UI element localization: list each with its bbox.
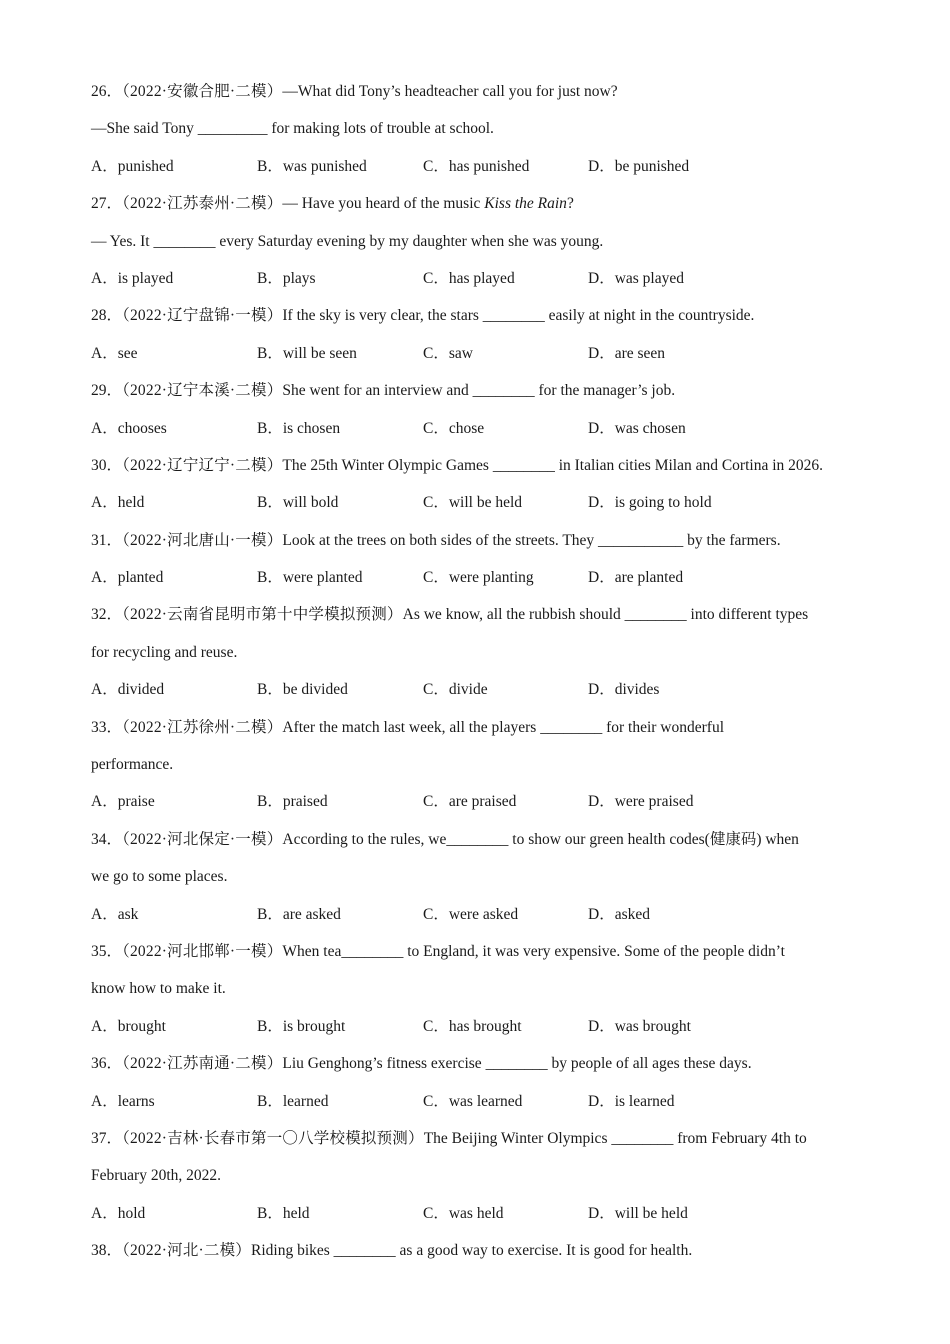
option-d[interactable]: D．be punished [588, 157, 690, 175]
question-stem-continued [91, 1162, 881, 1199]
question-text: As we know, all the rubbish should ________ into different types [402, 606, 809, 624]
option-a[interactable]: A．praise [91, 793, 155, 811]
option-b[interactable]: B．plays [257, 269, 316, 287]
answer-options [91, 265, 881, 302]
question-stem [91, 377, 881, 414]
question-38 [91, 1237, 881, 1274]
question-text: — Yes. It ________ every Saturday evening by my daughter when she was young. [91, 232, 604, 250]
option-d[interactable]: D．will be held [588, 1204, 688, 1222]
option-d[interactable]: D．is learned [588, 1092, 675, 1110]
question-text: The 25th Winter Olympic Games ________ in Italian cities Milan and Cortina in 2026. [282, 456, 824, 474]
option-c[interactable]: C．divide [423, 681, 488, 699]
question-source: （2022·安徽合肥·二模） [122, 83, 283, 100]
question-text: — Have you heard of the music [282, 195, 485, 213]
question-31 [91, 527, 881, 602]
question-text: for recycling and reuse. [91, 643, 238, 661]
option-d[interactable]: D．was chosen [588, 419, 686, 437]
option-b[interactable]: B．held [257, 1204, 310, 1222]
question-stem-continued [91, 228, 881, 265]
question-text: According to the rules, we________ to show our green health codes(健康码) when [282, 830, 799, 848]
option-a[interactable]: A．chooses [91, 419, 167, 437]
option-a[interactable]: A．ask [91, 905, 139, 923]
question-number: 29． [91, 382, 123, 400]
question-source: （2022·吉林·长春市第一〇八学校模拟预测） [122, 1129, 424, 1147]
question-number: 27． [91, 195, 123, 213]
question-stem-continued [91, 639, 881, 676]
question-number: 34． [91, 830, 123, 848]
question-source: （2022·河北唐山·一模） [122, 531, 283, 549]
option-d[interactable]: D．is going to hold [588, 494, 712, 512]
question-26 [91, 78, 881, 190]
question-number: 35． [91, 942, 123, 960]
option-b[interactable]: B．will be seen [257, 344, 357, 362]
music-title: Kiss the Rain [484, 195, 567, 213]
option-a[interactable]: A．brought [91, 1017, 166, 1035]
question-34 [91, 826, 881, 938]
question-stem [91, 1125, 881, 1162]
question-stem-continued [91, 863, 881, 900]
question-text: If the sky is very clear, the stars ________ easily at night in the countryside. [282, 307, 755, 325]
option-c[interactable]: C．were asked [423, 905, 519, 923]
answer-options [91, 1200, 881, 1237]
question-text: know how to make it. [91, 980, 226, 998]
question-source: （2022·河北邯郸·一模） [122, 942, 283, 960]
question-text: performance. [91, 756, 174, 774]
question-number: 28． [91, 307, 123, 325]
option-b[interactable]: B．were planted [257, 569, 363, 587]
answer-options [91, 489, 881, 526]
option-c[interactable]: C．were planting [423, 569, 534, 587]
option-b[interactable]: B．are asked [257, 905, 341, 923]
question-source: （2022·河北保定·一模） [122, 830, 283, 848]
question-stem [91, 190, 881, 227]
answer-options [91, 340, 881, 377]
answer-options [91, 415, 881, 452]
option-c[interactable]: C．are praised [423, 793, 517, 811]
question-number: 37． [91, 1129, 123, 1147]
question-number: 26． [91, 83, 123, 100]
option-c[interactable]: C．will be held [423, 494, 523, 512]
question-stem-continued [91, 751, 881, 788]
question-text: Riding bikes ________ as a good way to exercise. It is good for health. [251, 1242, 693, 1260]
answer-options [91, 1013, 881, 1050]
answer-options [91, 676, 881, 713]
question-text: The Beijing Winter Olympics ________ from February 4th to [423, 1129, 807, 1147]
option-d[interactable]: D．asked [588, 905, 650, 923]
question-32 [91, 601, 881, 713]
question-text: After the match last week, all the players ________ for their wonderful [282, 718, 724, 736]
option-c[interactable]: C．has punished [423, 157, 530, 175]
question-stem [91, 714, 881, 751]
question-number: 33． [91, 718, 123, 736]
answer-options [91, 788, 881, 825]
answer-options [91, 1088, 881, 1125]
answer-options [91, 901, 881, 938]
question-number: 31． [91, 531, 123, 549]
option-c[interactable]: C．was held [423, 1204, 504, 1222]
question-33 [91, 714, 881, 826]
question-stem-continued [91, 115, 881, 152]
option-a[interactable]: A．learns [91, 1092, 155, 1110]
question-source: （2022·云南省昆明市第十中学模拟预测） [122, 606, 403, 624]
question-list [91, 78, 881, 1275]
option-c[interactable]: C．chose [423, 419, 485, 437]
option-a[interactable]: A．planted [91, 569, 164, 587]
option-a[interactable]: A．divided [91, 681, 165, 699]
option-d[interactable]: D．divides [588, 681, 660, 699]
option-a[interactable]: A．is played [91, 269, 174, 287]
question-stem [91, 1237, 881, 1274]
question-stem-continued [91, 975, 881, 1012]
question-stem [91, 527, 881, 564]
option-d[interactable]: D．are seen [588, 344, 666, 362]
question-text: —She said Tony _________ for making lots of trouble at school. [91, 120, 494, 138]
option-b[interactable]: B．will bold [257, 494, 339, 512]
question-35 [91, 938, 881, 1050]
question-number: 36． [91, 1055, 123, 1073]
question-text: Liu Genghong’s fitness exercise ________ by people of all ages these days. [282, 1055, 752, 1073]
question-30 [91, 452, 881, 527]
question-source: （2022·江苏泰州·二模） [122, 195, 283, 213]
option-c[interactable]: C．was learned [423, 1092, 523, 1110]
question-source: （2022·辽宁辽宁·二模） [122, 456, 283, 474]
option-b[interactable]: B．is chosen [257, 419, 341, 437]
option-b[interactable]: B．be divided [257, 681, 348, 699]
question-text: Look at the trees on both sides of the streets. They ___________ by the farmers. [282, 531, 781, 549]
question-stem [91, 78, 881, 115]
question-29 [91, 377, 881, 452]
option-a[interactable]: A．held [91, 494, 145, 512]
question-text: February 20th, 2022. [91, 1167, 222, 1185]
question-source: （2022·江苏徐州·二模） [122, 718, 283, 736]
question-source: （2022·江苏南通·二模） [122, 1055, 283, 1073]
answer-options [91, 153, 881, 190]
option-b[interactable]: B．learned [257, 1092, 329, 1110]
question-27 [91, 190, 881, 302]
option-d[interactable]: D．was played [588, 269, 684, 287]
option-c[interactable]: C．saw [423, 344, 473, 362]
question-source: （2022·河北·二模） [122, 1242, 251, 1260]
option-d[interactable]: D．are planted [588, 569, 684, 587]
option-d[interactable]: D．was brought [588, 1017, 691, 1035]
question-stem [91, 826, 881, 863]
question-37 [91, 1125, 881, 1237]
option-b[interactable]: B．praised [257, 793, 328, 811]
option-c[interactable]: C．has brought [423, 1017, 522, 1035]
option-b[interactable]: B．is brought [257, 1017, 346, 1035]
option-a[interactable]: A．hold [91, 1204, 146, 1222]
question-36 [91, 1050, 881, 1125]
question-stem [91, 601, 881, 638]
question-source: （2022·辽宁盘锦·一模） [122, 307, 283, 325]
option-d[interactable]: D．were praised [588, 793, 694, 811]
question-number: 32． [91, 606, 123, 624]
question-stem [91, 1050, 881, 1087]
option-a[interactable]: A．see [91, 344, 138, 362]
question-number: 30． [91, 456, 123, 474]
question-28 [91, 302, 881, 377]
option-a[interactable]: A．punished [91, 157, 174, 175]
question-text: She went for an interview and ________ for the manager’s job. [282, 382, 676, 400]
option-b[interactable]: B．was punished [257, 157, 367, 175]
question-source: （2022·辽宁本溪·二模） [122, 382, 283, 400]
question-stem [91, 302, 881, 339]
question-stem [91, 938, 881, 975]
question-text-end: ? [566, 195, 574, 213]
answer-options [91, 564, 881, 601]
question-text: —What did Tony’s headteacher call you for just now? [282, 83, 618, 100]
question-text: When tea________ to England, it was very expensive. Some of the people didn’t [282, 942, 785, 960]
question-stem [91, 452, 881, 489]
option-c[interactable]: C．has played [423, 269, 515, 287]
question-text: we go to some places. [91, 868, 228, 886]
question-number: 38． [91, 1242, 123, 1260]
